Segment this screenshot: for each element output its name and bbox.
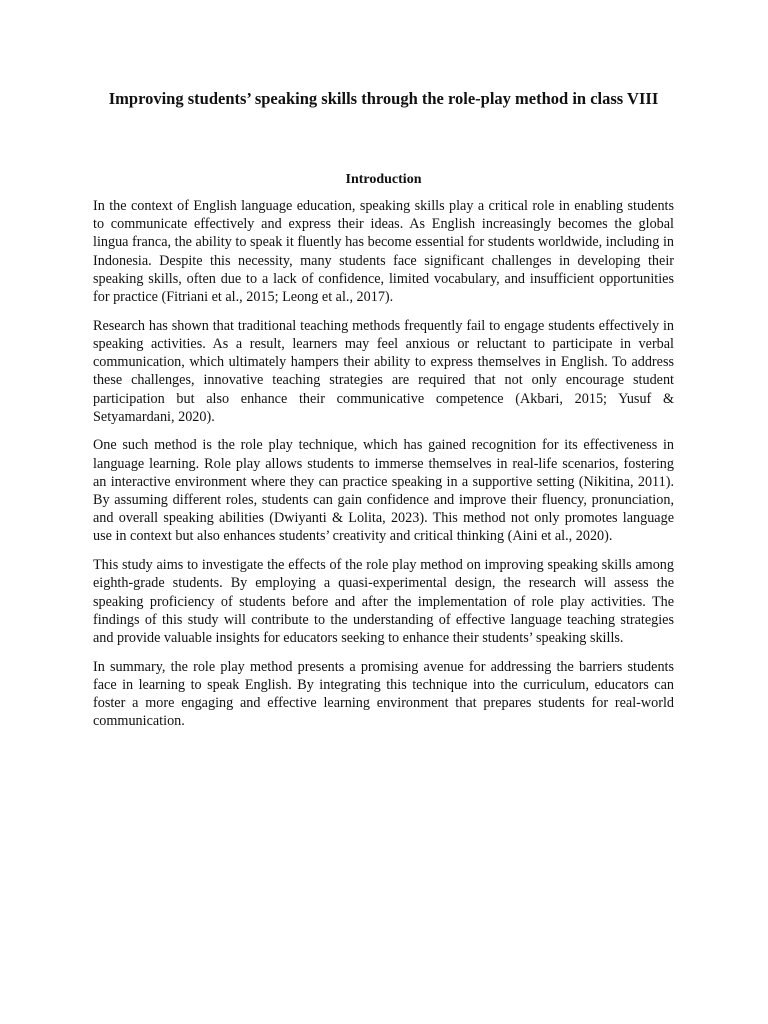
section-heading-introduction: Introduction [345, 172, 422, 187]
paragraph-2: Research has shown that traditional teaching methods frequently fail to engage students effectively in speaking activities. As a result, learners may feel anxious or reluctant to participate in verbal communication, which ultimately hampers their ability to express themselves in English. To address these challenges, innovative teaching strategies are required that not only encourage student participation but also enhance their communicative competence (Akbari, 2015; Yusuf & Setyamardani, 2020). [93, 317, 674, 425]
paragraph-3: One such method is the role play technique, which has gained recognition for its effectiveness in language learning. Role play allows students to immerse themselves in real-life scenarios, fostering an interactive environment where they can practice speaking in a supportive setting (Nikitina, 2011). By assuming different roles, students can gain confidence and improve their fluency, pronunciation, and overall speaking abilities (Dwiyanti & Lolita, 2023). This method not only promotes language use in context but also enhances students’ creativity and critical thinking (Aini et al., 2020). [93, 437, 674, 545]
paragraph-5: In summary, the role play method presents a promising avenue for addressing the barriers students face in learning to speak English. By integrating this technique into the curriculum, educators can foster a more engaging and effective learning environment that prepares students for real-world communication. [93, 658, 674, 730]
document-title: Improving students’ speaking skills through the role-play method in class VIII [108, 89, 659, 108]
introduction-body [93, 197, 674, 741]
paragraph-4: This study aims to investigate the effects of the role play method on improving speaking skills among eighth-grade students. By employing a quasi-experimental design, the research will assess the speaking proficiency of students before and after the implementation of role play activities. The findings of this study will contribute to the understanding of effective language teaching strategies and provide valuable insights for educators seeking to enhance their students’ speaking skills. [93, 557, 674, 646]
paragraph-1: In the context of English language education, speaking skills play a critical role in enabling students to communicate effectively and express their ideas. As English increasingly becomes the global lingua franca, the ability to speak it fluently has become essential for students worldwide, including in Indonesia. Despite this necessity, many students face significant challenges in developing their speaking skills, often due to a lack of confidence, limited vocabulary, and insufficient opportunities for practice (Fitriani et al., 2015; Leong et al., 2017). [93, 198, 674, 306]
